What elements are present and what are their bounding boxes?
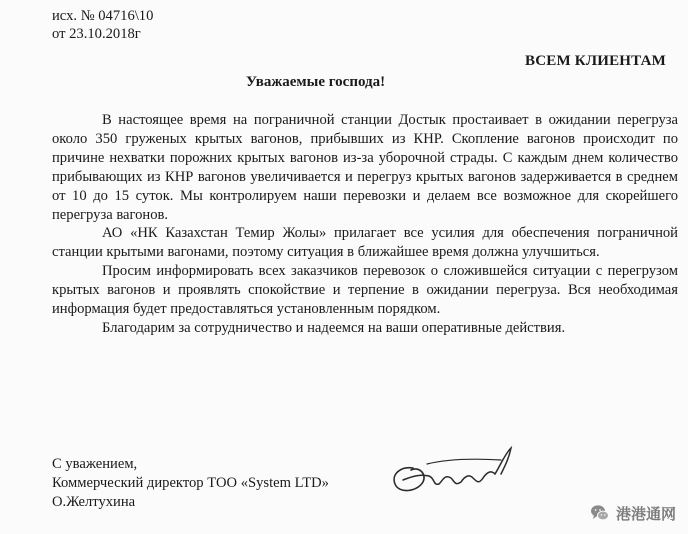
reference-date: от 23.10.2018г <box>52 26 141 42</box>
watermark <box>590 502 676 524</box>
paragraph-2: АО «НК Казахстан Темир Жолы» прилагает все усилия для обеспечения пограничной станции крытыми вагонами, поэтому ситуация в ближайшее время должна улучшиться. <box>52 225 678 261</box>
signatory-name: О.Желтухина <box>52 494 136 510</box>
reference-number: исх. № 04716\10 <box>52 8 154 24</box>
paragraph-3: Просим информировать всех заказчиков перевозок о сложившейся ситуации с перегрузом крытых вагонов и проявлять спокойствие и терпение в ожидании перегруза. Вся необходимая информация будет предоставляться установленным порядком. <box>52 263 678 318</box>
wechat-icon <box>590 503 610 523</box>
salutation: Уважаемые господа! <box>246 74 386 90</box>
reference-block <box>52 7 153 43</box>
closing-block <box>52 455 329 512</box>
paragraph-4: Благодарим за сотрудничество и надеемся на ваши оперативные действия. <box>102 319 566 336</box>
closing-regards: С уважением, <box>52 456 138 472</box>
paragraph-1: В настоящее время на пограничной станции Достык простаивает в ожидании перегруза около 350 груженых крытых вагонов, прибывших из КНР. Скопление вагонов происходит по причине нехватки порожних крытых вагонов из-за уборочной страды. С каждым днем количество прибывающих из КНР вагонов увеличивается и перегруз крытых вагонов задерживается в среднем от 10 до 15 суток. Мы контролируем наши перевозки и делаем все возможное для скорейшего перегруза вагонов. <box>52 112 678 223</box>
watermark-text: 港港通网 <box>615 504 676 523</box>
letter-body <box>52 111 678 338</box>
signatory-position: Коммерческий директор ТОО «System LTD» <box>52 475 329 491</box>
handwritten-signature <box>383 440 523 500</box>
recipient-heading: ВСЕМ КЛИЕНТАМ <box>525 53 666 69</box>
